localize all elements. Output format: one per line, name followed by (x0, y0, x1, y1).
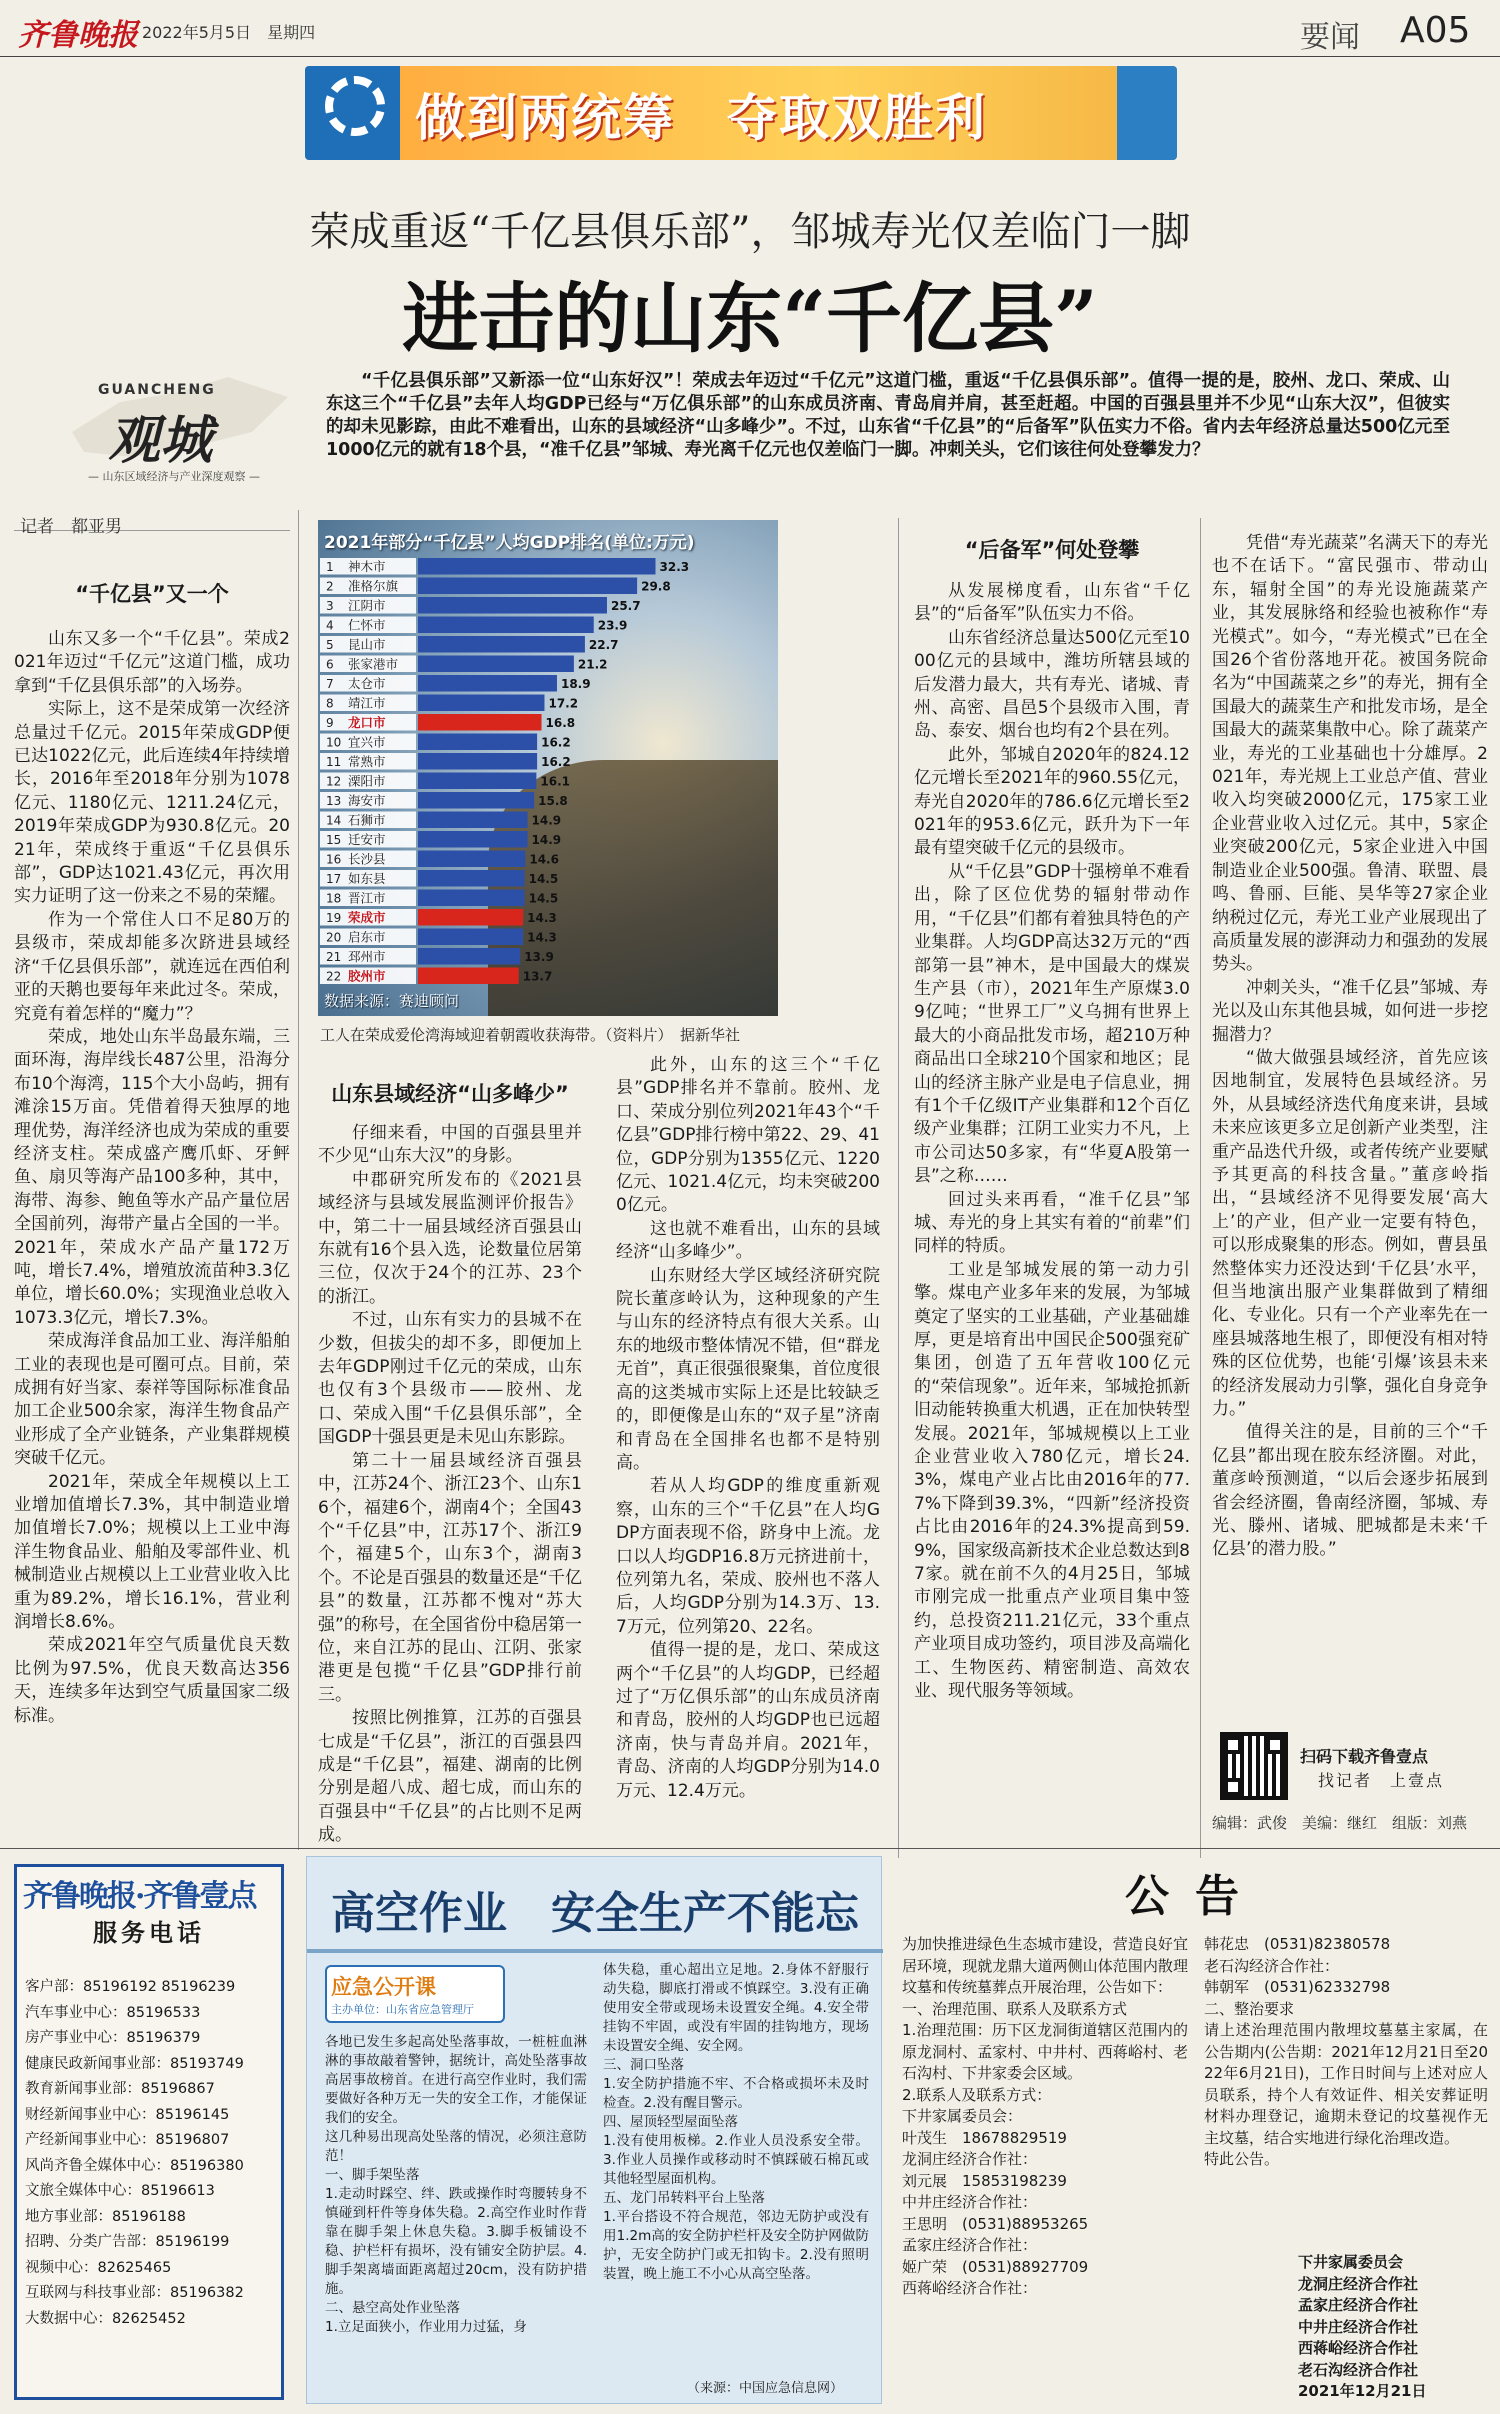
phone-item: 地方事业部：85196188 (25, 2208, 186, 2225)
value-label: 32.3 (659, 560, 690, 574)
notice-title: 公告 (1125, 1871, 1265, 1922)
rank-number: 13 (326, 794, 342, 808)
public-notice (902, 1860, 1488, 2406)
paragraph: 工业是邹城发展的第一动力引擎。煤电产业多年来的发展，为邹城奠定了坚实的工业基础，产业基础雄厚，更是培育出中国民企500强兖矿集团，创造了五年营收100亿元的“荣信现象”。近年来，邹城抢抓新旧动能转换重大机遇，正在加快转型发展。2021年，邹城规模以上工业企业营业收入780亿元，增长24.3%，煤电产业占比由2016年的77.7%下降到39.3%，“四新”经济投资占比由2016年的24.3%提高到59.9%，国家级高新技术企业总数达到87家。就在前不久的4月25日，邹城市刚完成一批重点产业项目集中签约，总投资211.21亿元，33个重点产业项目成功签约，项目涉及高端化工、生物医药、精密制造、高效农业、现代服务等领域。 (914, 1259, 1190, 1702)
paragraph: 值得一提的是，龙口、荣成这两个“千亿县”的人均GDP，已经超过了“万亿俱乐部”的山东成员济南和青岛，胶州的人均GDP也已远超济南，快与青岛并肩。2021年，青岛、济南的人均GDP分别为14.0万元、12.4万元。 (616, 1640, 880, 1801)
brand-title: 齐鲁晚报·齐鲁壹点 (23, 1879, 256, 1914)
article-column-1 (14, 628, 290, 1856)
paragraph: 凭借“寿光蔬菜”名满天下的寿光也不在话下。“富民强市、带动山东，辐射全国”的寿光设施蔬菜产业，其发展脉络和经验也被称作“寿光模式”。如今，“寿光模式”已在全国26个省份落地开花。被国务院命名为“中国蔬菜之乡”的寿光，拥有全国最大的蔬菜生产和批发市场，是全国最大的蔬菜集散中心。除了蔬菜产业，寿光的工业基础也十分雄厚。2021年，寿光规上工业总产值、营业收入均突破2000亿元，175家工业企业营业收入过亿元。其中，5家企业突破200亿元，5家企业进入中国制造业企业500强。鲁清、联盟、晨鸣、鲁丽、巨能、昊华等27家企业纳税过亿元，寿光工业产业展现出了高质量发展的澎湃动力和强劲的发展势头。 (1212, 533, 1488, 975)
chart-title: 2021年部分“千亿县”人均GDP排名(单位:万元) (324, 533, 695, 553)
rank-number: 8 (326, 696, 334, 711)
notice-text-right: 韩花忠 (0531)82380578 老石沟经济合作社： 韩朝军 (0531)62332798 二、整治要求 请上述治理范围内散埋坟墓墓主家属，在公告期内(公告期：2021年12月21日至2022年6月21日)，工作日时间与上述对应人员联系，持个人有效证件、相关安葬证明材料办理登记，逾期未登记的坟墓视作无主坟墓，结合实地进行绿化治理改造。 特此公告。 (1204, 1935, 1488, 2168)
signer: 中井庄经济合作社 (1298, 2317, 1419, 2336)
phone-item: 客户部：85196192 85196239 (25, 1979, 236, 1995)
rank-number: 10 (326, 735, 342, 750)
paragraph: 按照比例推算，江苏的百强县七成是“千亿县”，浙江的百强县四成是“千亿县”，福建、湖南的比例分别是超八成、超七成，而山东的百强县中“千亿县”的占比则不足两成。 (318, 1708, 582, 1846)
value-label: 17.2 (548, 696, 579, 711)
safety-text-right: 体失稳，重心超出立足地。2.身体不舒服行动失稳，脚底打滑或不慎踩空。3.没有正确使用安全带或现场未设置安全绳。4.安全带挂钩不牢固，或没有牢固的挂钩地方，现场未设置安全绳、安全网。 三、洞口坠落 1.安全防护措施不牢、不合格或损坏未及时检查。2.没有醒目警示。 四、屋顶轻型屋面坠落 1.没有使用板梯。2.作业人员没系安全带。3.作业人员操作或移动时不慎踩破石棉瓦或其他轻型屋面机构。 五、龙门吊转料平台上坠落 1.平台搭设不符合规范，邻边无防护或没有用1.2m高的安全防护栏杆及安全防护网做防护，无安全防护门或无扣钩卡。2.没有照明装置，晚上施工不小心从高空坠落。 (603, 1962, 869, 2282)
rank-number: 17 (326, 872, 342, 886)
public-class-badge: 应急公开课 主办单位：山东省应急管理厅 (325, 1965, 505, 2023)
category-label: 荣成市 (348, 910, 386, 925)
category-label: 宜兴市 (348, 734, 386, 750)
value-label: 21.2 (577, 657, 608, 672)
rank-number: 14 (326, 813, 342, 828)
robot-arm-icon (1117, 66, 1177, 160)
rank-number: 4 (326, 618, 334, 633)
category-label: 邳州市 (348, 949, 386, 964)
category-label: 太仓市 (348, 676, 386, 691)
issue-date: 2022年5月5日 星期四 (142, 23, 316, 42)
phone-list (25, 1975, 244, 2332)
banner-slogan: 做到两统筹 夺取双胜利 (415, 89, 987, 147)
lead-paragraph: “千亿县俱乐部”又新添一位“山东好汉”！荣成去年迈过“千亿元”这道门槛，重返“千亿县俱乐部”。值得一提的是，胶州、龙口、荣成、山东这三个“千亿县”去年人均GDP已经与“万亿俱乐部”的山东成员济南、青岛肩并肩，甚至赶超。中国的百强县里并不少见“山东大汉”，但彼实的却未见影踪，由此不难看出，山东的县域经济“山多峰少”。不过，山东省“千亿县”的“后备军”队伍实力不俗。省内去年经济总量达500亿元至1000亿元的就有18个县，“准千亿县”邹城、寿光离千亿元也仅差临门一脚。冲刺关头，它们该往何处登攀发力？ (326, 371, 1450, 460)
header-rule (0, 56, 1500, 57)
rank-number: 12 (326, 774, 342, 789)
paragraph: 中郡研究所发布的《2021县域经济与县域发展监测评价报告》中，第二十一届县域经济百强县山东就有16个县入选，论数量位居第三位，仅次于24个的江苏、23个的浙江。 (318, 1169, 582, 1307)
phone-item: 互联网与科技事业部：85196382 (25, 2285, 244, 2301)
bar (418, 968, 519, 985)
paragraph: 山东又多一个“千亿县”。荣成2021年迈过“千亿元”这道门槛，成功拿到“千亿县俱乐部”的入场券。 (14, 629, 290, 696)
subhead-1: “千亿县”又一个 (75, 582, 229, 606)
phone-item: 教育新闻事业部：85196867 (25, 2081, 215, 2097)
value-label: 14.9 (531, 833, 562, 847)
rank-number: 15 (326, 833, 342, 847)
bar (418, 578, 637, 595)
paragraph: 值得关注的是，目前的三个“千亿县”都出现在胶东经济圈。对此，董彦岭预测道，“以后会逐步拓展到省会经济圈，鲁南经济圈，邹城、寿光、滕州、诸城、肥城都是未来‘千亿县’的潜力股。” (1212, 1422, 1488, 1560)
bar (418, 714, 542, 731)
gear-icon (325, 76, 385, 136)
bar (418, 675, 557, 692)
paragraph: “做大做强县域经济，首先应该因地制宜，发展特色县域经济。另外，从县域经济迭代角度来讲，县域未来应该更多立足创新产业类型，注重产品迭代升级，或者传统产业要赋予其更高的科技含量。”董彦岭指出，“县域经济不见得要发展‘高大上’的产业，但产业一定要有特色，可以形成聚集的形态。例如，曹县虽然整体实力还没达到‘千亿县’水平，但当地演出服产业集群做到了精细化、专业化。只有一个产业率先在一座县城落地生根了，即便没有相对特殊的区位优势，也能‘引爆’该县未来的经济发展动力引擎，强化自身竞争力。” (1212, 1047, 1488, 1420)
chart-source: 数据来源：赛迪顾问 (324, 992, 460, 1010)
category-label: 准格尔旗 (348, 578, 399, 594)
paragraph: 荣成，地处山东半岛最东端，三面环海，海岸线长487公里，沿海分布10个海湾，115个大小岛屿，拥有滩涂15万亩。凭借着得天独厚的地理优势，海洋经济也成为荣成的重要经济支柱。荣成盛产鹰爪虾、牙鲆鱼、扇贝等海产品100多种，其中，海带、海参、鲍鱼等水产品产量位居全国前列，海带产量占全国的一半。2021年，荣成水产品产量172万吨，增长7.4%，增殖放流苗种3.3亿单位，增长60.0%；实现渔业总收入1073.3亿元，增长7.3%。 (14, 1026, 290, 1328)
rank-number: 6 (326, 657, 334, 672)
category-label: 常熟市 (348, 754, 386, 769)
bar (418, 929, 523, 946)
rank-number: 2 (326, 579, 334, 594)
phone-item: 汽车事业中心：85196533 (25, 2004, 201, 2021)
paragraph: 山东财经大学区域经济研究院院长董彦岭认为，这种现象的产生与山东的经济特点有很大关系。山东的地级市整体情况不错，但“群龙无首”，真正很强很聚集，首位度很高的这类城市实际上还是比较缺乏的，即便像是山东的“双子星”济南和青岛在全国排名也都不是特别高。 (616, 1265, 880, 1473)
bar (418, 617, 594, 634)
paragraph: 从“千亿县”GDP十强榜单不难看出，除了区位优势的辐射带动作用，“千亿县”们都有着独具特色的产业集群。人均GDP高达32万元的“西部第一县”神木，是中国最大的煤炭生产县（市），2021年生产原煤3.09亿吨；“世界工厂”义乌拥有世界上最大的小商品批发市场，超210万种商品出口全球210个国家和地区；昆山的经济主脉产业是电子信息业，拥有1个千亿级IT产业集群和12个百亿级产业集群；江阴工业实力不凡，上市公司达50多家，有“华夏A股第一县”之称…… (914, 861, 1190, 1187)
category-label: 迁安市 (348, 832, 386, 847)
paragraph: 2021年，荣成全年规模以上工业增加值增长7.3%，其中制造业增加值增长7.0%；规模以上工业中海洋生物食品业、船舶及零部件业、机械制造业占规模以上工业营业收入比重为89.2%，增长16.1%，营业利润增长8.6%。 (14, 1471, 290, 1633)
rank-number: 7 (326, 677, 334, 691)
credits: 编辑：武俊 美编：继红 组版：刘燕 (1212, 1814, 1468, 1832)
qr-line-1: 扫码下载齐鲁壹点 (1300, 1747, 1429, 1766)
paragraph: 荣成海洋食品加工业、海洋船舶工业的表现也是可圈可点。目前，荣成拥有好当家、泰祥等国际标准食品加工企业500余家，海洋生物食品产业形成了全产业链条，产业集群规模突破千亿元。 (14, 1331, 290, 1469)
subhead-3: “后备军”何处登攀 (964, 538, 1140, 562)
paragraph: 不过，山东有实力的县城不在少数，但拔尖的却不多，即便加上去年GDP刚过千亿元的荣成，山东也仅有3个县级市——胶州、龙口、荣成入围“千亿县俱乐部”，全国GDP十强县更是未见山东影踪。 (318, 1310, 582, 1448)
category-label: 昆山市 (348, 637, 386, 652)
value-label: 16.1 (540, 774, 570, 789)
category-label: 长沙县 (348, 851, 386, 867)
paragraph: 第二十一届县域经济百强县中，江苏24个、浙江23个、山东16个，福建6个，湖南4个；全国43个“千亿县”中，江苏17个、浙江9个，福建5个，山东3个，湖南3个。不论是百强县的数量还是“千亿县”的数量，江苏都不愧对“苏大强”的称号，在全国省份中稳居第一位，来自江苏的昆山、江阴、张家港更是包揽“千亿县”GDP排行前三。 (318, 1450, 582, 1705)
safety-ad (306, 1856, 882, 2404)
safety-source: （来源：中国应急信息网） (687, 2381, 844, 2396)
paragraph: 冲刺关头，“准千亿县”邹城、寿光以及山东其他县城，如何进一步挖掘潜力？ (1212, 977, 1488, 1045)
bar (418, 695, 544, 712)
phone-item: 房产事业中心：85196379 (25, 2030, 201, 2046)
gdp-chart (318, 520, 778, 1016)
bar (418, 948, 520, 965)
phone-item: 视频中心：82625465 (25, 2259, 172, 2276)
rank-number: 5 (326, 638, 334, 652)
chart-plot (318, 552, 778, 992)
phone-item: 健康民政新闻事业部：85193749 (25, 2055, 244, 2072)
category-label: 张家港市 (348, 656, 399, 672)
paragraph: 仔细来看，中国的百强县里并不少见“山东大汉”的身影。 (318, 1123, 582, 1167)
page-title: 进击的山东“千亿县” (402, 274, 1098, 363)
value-label: 14.6 (529, 852, 559, 867)
paragraph: 这也就不难看出，山东的县域经济“山多峰少”。 (616, 1218, 880, 1263)
paragraph: 荣成2021年空气质量优良天数比例为97.5%，优良天数高达356天，连续多年达到空气质量国家二级标准。 (14, 1635, 290, 1726)
article-column-3 (616, 1054, 880, 1854)
rank-number: 11 (326, 755, 342, 769)
value-label: 16.2 (541, 755, 571, 769)
bar (418, 870, 525, 887)
paragraph: 此外，邹城自2020年的824.12亿元增长至2021年的960.55亿元，寿光自2020年的786.6亿元增长至2021年的953.6亿元，跃升为下一年最有望突破千亿元的县级市。 (914, 744, 1190, 859)
category-label: 如东县 (348, 871, 386, 886)
bar (418, 851, 525, 868)
signer: 孟家庄经济合作社 (1298, 2296, 1419, 2314)
category-label: 胶州市 (348, 968, 386, 984)
signer: 龙洞庄经济合作社 (1298, 2274, 1419, 2293)
notice-signers (1298, 2252, 1488, 2403)
bar (418, 831, 528, 848)
column-logo: GUANCHENG 观城 — 山东区域经济与产业深度观察 — (48, 372, 288, 482)
article-column-2 (318, 1122, 582, 1852)
bar (418, 812, 528, 829)
value-label: 14.3 (527, 911, 557, 925)
bar (418, 597, 607, 614)
subhead-2: 山东县域经济“山多峰少” (331, 1082, 569, 1106)
value-label: 16.2 (541, 735, 571, 750)
value-label: 14.3 (527, 930, 557, 945)
paragraph: 实际上，这不是荣成第一次经济总量过千亿元。2015年荣成GDP便已达1022亿元，此后连续4年持续增长，2016年至2018年分别为1078亿元、1180亿元、1211.24亿元，2019年荣成GDP为930.8亿元。2021年，荣成终于重返“千亿县俱乐部”，GDP达1021.43亿元，再次用实力证明了这一份来之不易的荣耀。 (14, 699, 290, 907)
bar (418, 890, 525, 907)
value-label: 16.8 (545, 716, 576, 730)
value-label: 22.7 (588, 638, 619, 652)
bar (418, 753, 537, 770)
value-label: 25.7 (610, 599, 641, 613)
bar (418, 734, 537, 751)
bar (418, 656, 574, 673)
bar (418, 792, 534, 809)
qr-line-2: 找记者 上壹点 (1318, 1771, 1445, 1790)
value-label: 13.7 (522, 969, 553, 984)
paragraph: 回过头来再看，“准千亿县”邹城、寿光的身上其实有着的“前辈”们同样的特质。 (914, 1189, 1190, 1257)
value-label: 29.8 (641, 579, 671, 594)
paragraph: 从发展梯度看，山东省“千亿县”的“后备军”队伍实力不俗。 (914, 581, 1190, 625)
phone-item: 风尚齐鲁全媒体中心：85196380 (25, 2157, 244, 2174)
category-label: 海安市 (348, 793, 386, 808)
phone-item: 大数据中心：82625452 (25, 2310, 186, 2327)
phone-item: 财经新闻事业中心：85196145 (25, 2106, 230, 2123)
rank-number: 16 (326, 852, 342, 867)
category-label: 启东市 (348, 929, 386, 945)
paragraph: 此外，山东的这三个“千亿县”GDP排名并不靠前。胶州、龙口、荣成分别位列2021年43个“千亿县”GDP排行榜中第22、29、41位，GDP分别为1355亿元、1220亿元、1021.4亿元，均未突破2000亿元。 (616, 1055, 880, 1216)
paragraph: 山东省经济总量达500亿元至1000亿元的县域中，潍坊所辖县域的后发潜力最大，共有寿光、诸城、青州、高密、昌邑5个县级市入围，青岛、泰安、烟台也均有2个县在列。 (914, 627, 1190, 742)
value-label: 23.9 (597, 618, 628, 633)
category-label: 晋江市 (348, 890, 386, 906)
signer: 老石沟经济合作社 (1298, 2360, 1419, 2379)
safety-title: 高空作业 安全生产不能忘 (331, 1888, 859, 1939)
rank-number: 9 (326, 716, 334, 730)
article-column-5 (1212, 532, 1488, 1722)
category-label: 仁怀市 (348, 617, 386, 633)
page-number: A05 (1400, 10, 1471, 51)
signer: 西蒋峪经济合作社 (1298, 2339, 1419, 2357)
bar (418, 558, 656, 575)
rank-number: 18 (326, 891, 342, 906)
section-name: 要闻 (1300, 20, 1360, 55)
photo-caption: 工人在荣成爱伦湾海域迎着朝霞收获海带。（资料片） 据新华社 (320, 1026, 741, 1044)
article-column-4 (914, 580, 1190, 1852)
rank-number: 3 (326, 599, 334, 613)
masthead: 齐鲁晚报 (18, 18, 138, 53)
safety-text-left: 各地已发生多起高处坠落事故，一桩桩血淋淋的事故敲着警钟，据统计，高处坠落事故高居事故榜首。在进行高空作业时，我们需要做好各种万无一失的安全工作，才能保证我们的安全。 这几种易出现高处坠落的情况，必须注意防范！ 一、脚手架坠落 1.走动时踩空、绊、跌或操作时弯腰转身不慎碰到杆件等身体失稳。2.高空作业时作背靠在脚手架上休息失稳。3.脚手板铺设不稳、护栏杆有损坏，没有铺安全防护层。4.脚手架离墙面距离超过20cm，没有防护措施。 二、悬空高处作业坠落 1.立足面狭小，作业用力过猛，身 (325, 2034, 587, 2335)
rank-number: 22 (326, 969, 342, 984)
value-label: 14.5 (528, 891, 559, 906)
category-label: 靖江市 (348, 695, 386, 711)
qr-code[interactable] (1220, 1732, 1288, 1800)
signer: 下井家属委员会 (1298, 2253, 1404, 2271)
value-label: 14.9 (531, 813, 562, 828)
value-label: 18.9 (560, 677, 591, 691)
bar (418, 909, 523, 926)
value-label: 14.5 (528, 872, 559, 886)
category-label: 神木市 (348, 559, 386, 574)
signer: 2021年12月21日 (1298, 2382, 1427, 2400)
category-label: 江阴市 (348, 598, 386, 613)
paragraph: 作为一个常住人口不足80万的县级市，荣成却能多次跻进县域经济“千亿县俱乐部”，就连远在西伯利亚的天鹅也要每年来此过冬。荣成，究竟有着怎样的“魔力”？ (14, 909, 290, 1024)
category-label: 石狮市 (348, 812, 386, 828)
rank-number: 20 (326, 930, 342, 945)
phone-item: 招聘、分类广告部：85196199 (25, 2234, 230, 2250)
bar (418, 636, 585, 653)
phone-item: 产经新闻事业中心：85196807 (25, 2132, 230, 2148)
kicker-title: 荣成重返“千亿县俱乐部”，邹城寿光仅差临门一脚 (309, 209, 1191, 255)
phone-item: 文旅全媒体中心：85196613 (25, 2183, 215, 2199)
service-phone-box (14, 1864, 284, 2400)
bar (418, 773, 536, 790)
value-label: 15.8 (538, 794, 568, 808)
rank-number: 19 (326, 911, 342, 925)
value-label: 13.9 (524, 950, 554, 964)
slogan-banner (305, 66, 1177, 160)
notice-text-left: 为加快推进绿色生态城市建设，营造良好宜居环境，现就龙鼎大道两侧山体范围内散理坟墓和传统墓葬点开展治理，公告如下： 一、治理范围、联系人及联系方式 1.治理范围：历下区龙洞街道辖区范围内的原龙洞村、孟家村、中井村、西蒋峪村、老石沟村、下井家委会区域。 2.联系人及联系方式： 下井家属委员会： 叶茂生 18678829519 龙洞庄经济合作社： 刘元展 15853198239 中井庄经济合作社： 王思明 (0531)88953265 孟家庄经济合作社： 姬广荣 (0531)88927709 西蒋峪经济合作社： (902, 1935, 1188, 2297)
category-label: 龙口市 (348, 715, 386, 730)
category-label: 溧阳市 (348, 773, 386, 789)
paragraph: 若从人均GDP的维度重新观察，山东的三个“千亿县”在人均GDP方面表现不俗，跻身中上流。龙口以人均GDP16.8万元挤进前十，位列第九名，荣成、胶州也不落人后，人均GDP分别为14.3万、13.7万元，位列第20、22名。 (616, 1476, 880, 1637)
service-title: 服务电话 (93, 1919, 205, 1947)
byline: 记者 都亚男 (20, 517, 122, 537)
rank-number: 21 (326, 950, 342, 964)
rank-number: 1 (326, 560, 334, 574)
